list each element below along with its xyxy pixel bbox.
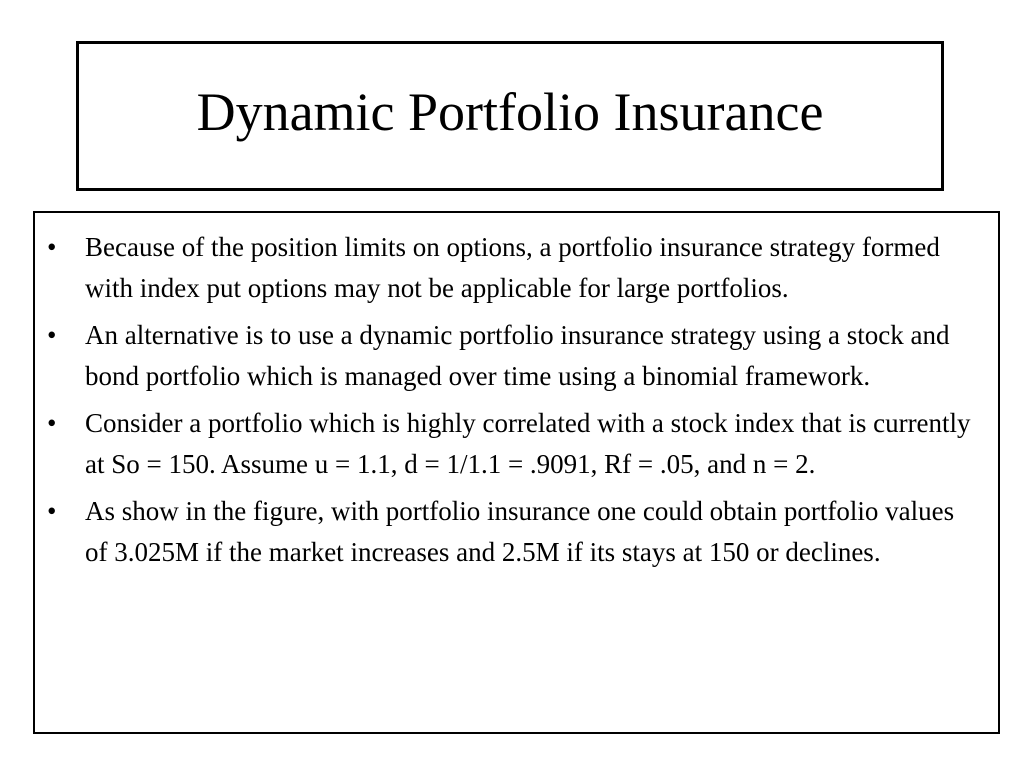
bullet-text: Because of the position limits on options, a portfolio insurance strategy formed with index put options may not be applicable for large portfolios. xyxy=(85,232,940,303)
title-box xyxy=(76,41,944,191)
bullet-icon: • xyxy=(47,232,57,262)
bullet-icon: • xyxy=(47,320,57,350)
bullet-icon: • xyxy=(47,496,57,526)
bullet-item xyxy=(47,491,982,573)
bullet-text: As show in the figure, with portfolio insurance one could obtain portfolio values of 3.025M if the market increases and 2.5M if its stays at 150 or declines. xyxy=(85,496,955,567)
bullet-item xyxy=(47,227,982,309)
bullet-list xyxy=(35,213,998,573)
bullet-text: An alternative is to use a dynamic portfolio insurance strategy using a stock and bond portfolio which is managed over time using a binomial framework. xyxy=(85,320,950,391)
bullet-item xyxy=(47,403,982,485)
content-box xyxy=(33,211,1000,734)
bullet-icon: • xyxy=(47,408,57,438)
slide-title: Dynamic Portfolio Insurance xyxy=(196,82,824,142)
bullet-item xyxy=(47,315,982,397)
bullet-text: Consider a portfolio which is highly correlated with a stock index that is currently at So = 150. Assume u = 1.1, d = 1/1.1 = .9091, Rf = .05, and n = 2. xyxy=(85,408,971,479)
